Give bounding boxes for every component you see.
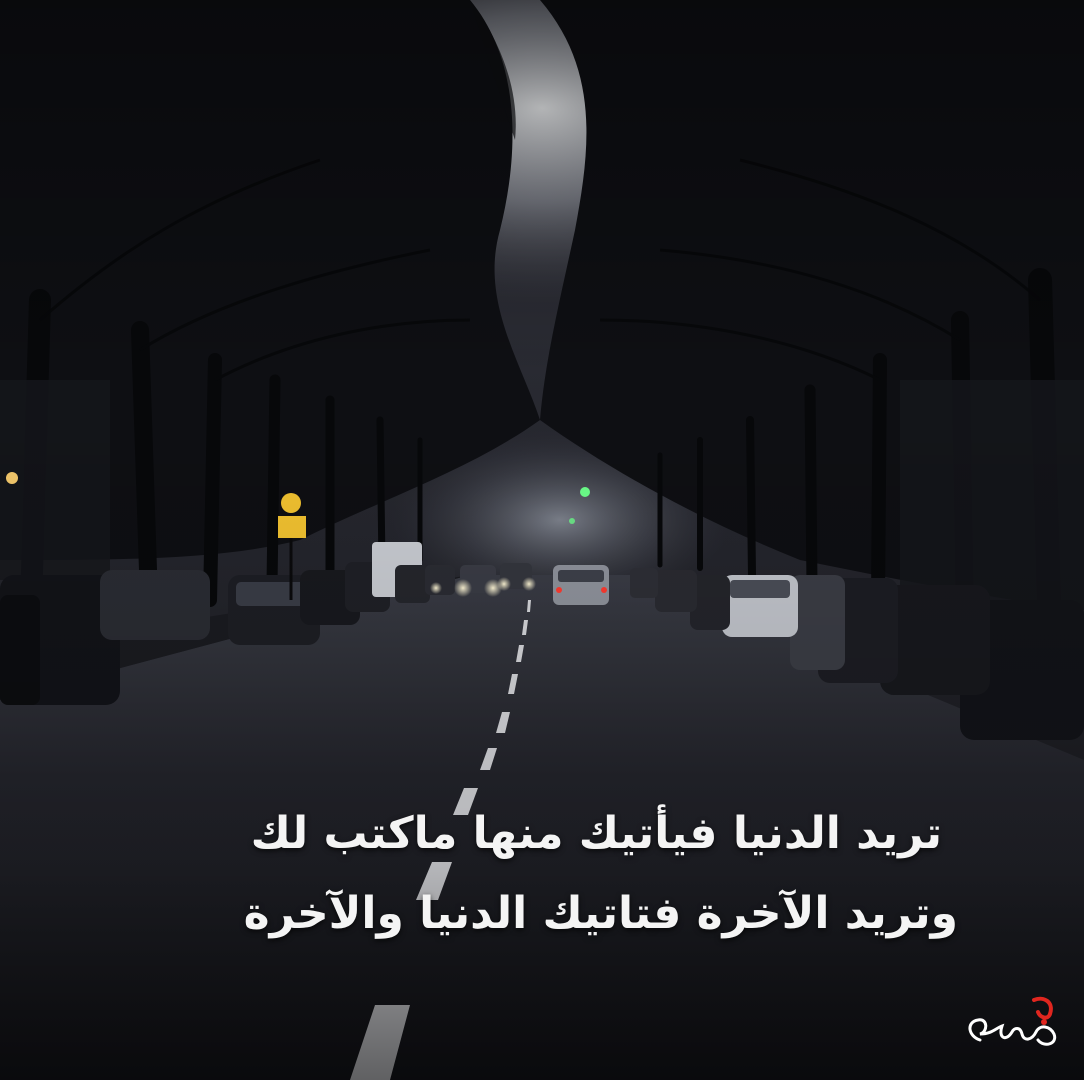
quote-line-1: تريد الدنيا فيأتيك منها ماكتب لك bbox=[250, 808, 942, 859]
handwritten-signature-icon bbox=[958, 992, 1078, 1062]
quote-line-2: وتريد الآخرة فتاتيك الدنيا والآخرة bbox=[243, 888, 958, 939]
